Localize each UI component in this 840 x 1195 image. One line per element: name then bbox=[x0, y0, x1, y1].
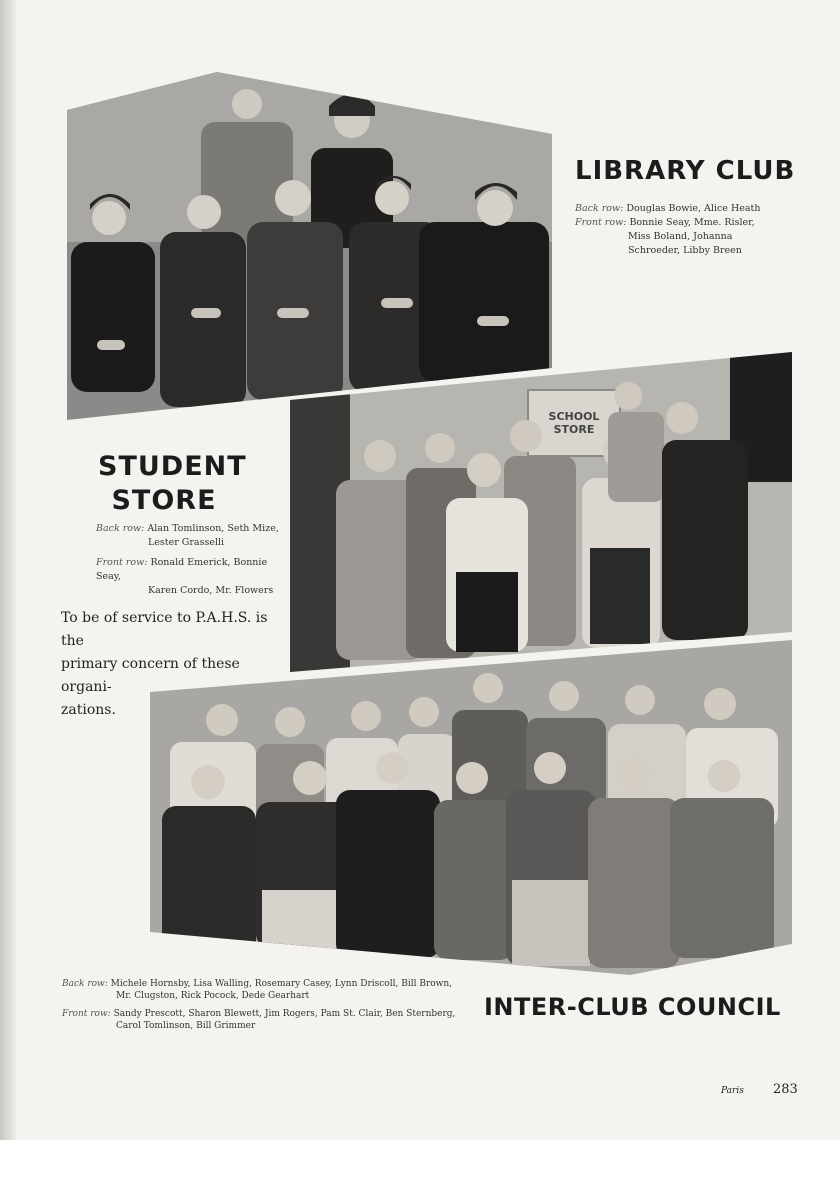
intro-line: To be of service to P.A.H.S. is the bbox=[61, 610, 268, 649]
caption-back-row-label: Back row: bbox=[96, 523, 145, 534]
caption-front-row-line: Sandy Prescott, Sharon Blewett, Jim Rogers, Pam St. Clair, Ben Sternberg, bbox=[113, 1009, 456, 1019]
student-store-title bbox=[98, 450, 247, 518]
caption-back-row-line: Mr. Clugston, Rick Pocock, Dede Gearhart bbox=[116, 991, 310, 1001]
page-number: 283 bbox=[773, 1082, 798, 1097]
caption-front-row-line: Karen Cordo, Mr. Flowers bbox=[148, 585, 274, 596]
student-store-photo bbox=[290, 352, 792, 672]
school-store-sign bbox=[534, 410, 614, 436]
caption-back-row-names: Douglas Bowie, Alice Heath bbox=[626, 203, 761, 214]
title-line: STORE bbox=[111, 485, 217, 516]
page-binding-shadow bbox=[0, 0, 16, 1140]
intro-line: zations. bbox=[61, 702, 116, 718]
caption-back-row-label: Back row: bbox=[62, 979, 108, 989]
inter-club-council-photo bbox=[150, 640, 792, 975]
footer-section-name: Paris bbox=[721, 1086, 744, 1096]
caption-front-row-line: Bonnie Seay, Mme. Risler, bbox=[629, 217, 755, 228]
caption-back-row-line: Michele Hornsby, Lisa Walling, Rosemary Casey, Lynn Driscoll, Bill Brown, bbox=[110, 979, 453, 989]
caption-front-row-line: Carol Tomlinson, Bill Grimmer bbox=[116, 1021, 256, 1031]
title-line: STUDENT bbox=[98, 451, 247, 482]
library-club-caption bbox=[575, 202, 795, 258]
caption-back-row-label: Back row: bbox=[575, 203, 624, 214]
sign-line: STORE bbox=[553, 423, 595, 436]
caption-front-row-label: Front row: bbox=[96, 557, 148, 568]
caption-back-row-line: Lester Grasselli bbox=[148, 537, 225, 548]
intro-line: primary concern of these organi- bbox=[61, 656, 240, 695]
caption-front-row-label: Front row: bbox=[575, 217, 627, 228]
caption-front-row-line: Ronald Emerick, Bonnie Seay, bbox=[96, 557, 268, 582]
caption-front-row-line: Miss Boland, Johanna bbox=[628, 231, 733, 242]
caption-back-row-line: Alan Tomlinson, Seth Mize, bbox=[147, 523, 279, 534]
scan-margin bbox=[0, 1140, 840, 1195]
inter-club-council-caption bbox=[62, 978, 482, 1032]
inter-club-council-title: INTER-CLUB COUNCIL bbox=[484, 993, 781, 1021]
library-club-title: LIBRARY CLUB bbox=[575, 156, 796, 186]
sign-line: SCHOOL bbox=[548, 410, 600, 423]
student-store-caption bbox=[96, 522, 286, 598]
caption-front-row-label: Front row: bbox=[62, 1009, 111, 1019]
caption-front-row-line: Schroeder, Libby Breen bbox=[628, 245, 742, 256]
